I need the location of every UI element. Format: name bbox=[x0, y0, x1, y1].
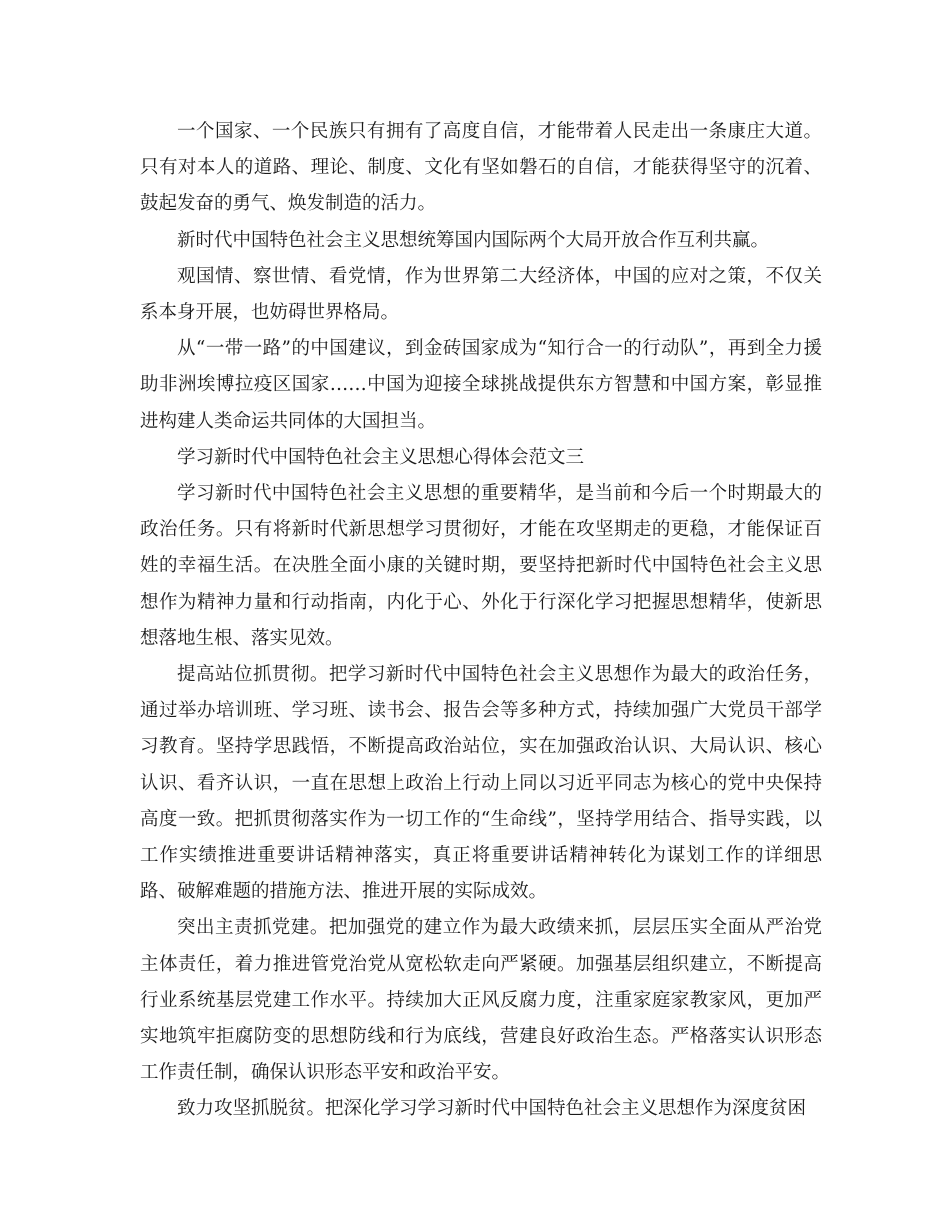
paragraph-study-essence: 学习新时代中国特色社会主义思想的重要精华，是当前和今后一个时期最大的政治任务。只有将新时代新思想学习贯彻好，才能在攻坚期走的更稳，才能保证百姓的幸福生活。在决胜全面小康的关键时期，要坚持把新时代中国特色社会主义思想作为精神力量和行动指南，内化于心、外化于行深化学习把握思想精华，使新思想落地生根、落实见效。 bbox=[140, 483, 822, 649]
paragraph-belt-and-road: 从“一带一路”的中国建议，到金砖国家成为“知行合一的行动队”，再到全力援助非洲埃博拉疫区国家……中国为迎接全球挑战提供东方智慧和中国方案，彰显推进构建人类命运共同体的大国担当。 bbox=[140, 338, 822, 432]
paragraph-poverty-alleviation: 致力攻坚抓脱贫。把深化学习学习新时代中国特色社会主义思想作为深度贫困 bbox=[177, 1098, 807, 1120]
paragraph-party-building: 突出主责抓党建。把加强党的建立作为最大政绩来抓，层层压实全面从严治党主体责任，着力推进管党治党从宽松软走向严紧硬。加强基层组织建立，不断提高行业系统基层党建工作水平。持续加大正风反腐力度，注重家庭家教家风，更加严实地筑牢拒腐防变的思想防线和行为底线，营建良好政治生态。严格落实认识形态工作责任制，确保认识形态平安和政治平安。 bbox=[140, 917, 822, 1084]
paragraph-open-cooperation: 新时代中国特色社会主义思想统筹国内国际两个大局开放合作互利共赢。 bbox=[177, 229, 770, 251]
section-heading-essay-three: 学习新时代中国特色社会主义思想心得体会范文三 bbox=[177, 446, 585, 468]
paragraph-raise-position: 提高站位抓贯彻。把学习新时代中国特色社会主义思想作为最大的政治任务，通过举办培训班、学习班、读书会、报告会等多种方式，持续加强广大党员干部学习教育。坚持学思践悟，不断提高政治站位，实在加强政治认识、大局认识、核心认识、看齐认识，一直在思想上政治上行动上同以习近平同志为核心的党中央保持高度一致。把抓贯彻落实作为一切工作的“生命线”，坚持学用结合、指导实践，以工作实绩推进重要讲话精神落实，真正将重要讲话精神转化为谋划工作的详细思路、破解难题的措施方法、推进开展的实际成效。 bbox=[140, 664, 822, 903]
paragraph-confidence: 一个国家、一个民族只有拥有了高度自信，才能带着人民走出一条康庄大道。只有对本人的道路、理论、制度、文化有坚如磐石的自信，才能获得坚守的沉着、鼓起发奋的勇气、焕发制造的活力。 bbox=[140, 121, 822, 215]
paragraph-world-pattern: 观国情、察世情、看党情，作为世界第二大经济体，中国的应对之策，不仅关系本身开展，也妨碍世界格局。 bbox=[140, 265, 822, 324]
document-body bbox=[140, 114, 822, 1128]
